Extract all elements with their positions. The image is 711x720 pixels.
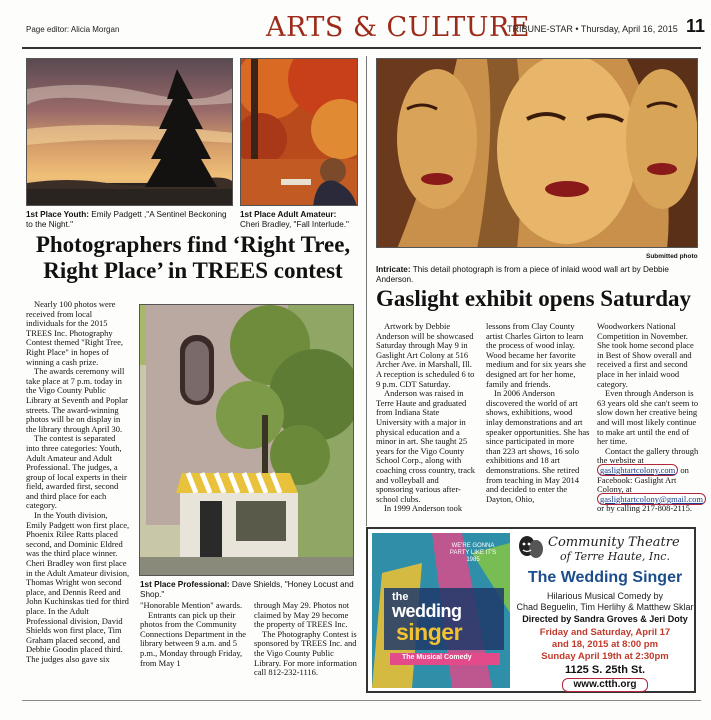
caption-inlaid: [376, 265, 698, 285]
story1-col3: [254, 601, 358, 678]
story2-col1: [376, 322, 476, 514]
caption-inlaid-label: Intricate:: [376, 265, 411, 274]
caption-professional: [140, 580, 355, 600]
caption-professional-text: Dave Shields, "Honey Locust and Shop.": [140, 580, 354, 599]
caption-amateur-label: 1st Place Adult Amateur:: [240, 210, 337, 219]
story2-paragraph: [597, 445, 703, 514]
story1-paragraph: "Honorable Mention" awards.: [140, 600, 243, 610]
header-rule: [22, 47, 701, 49]
story2-paragraph: In 1999 Anderson took: [384, 503, 463, 514]
show-title: The Wedding Singer: [527, 569, 683, 586]
story2-col3: [597, 321, 703, 514]
story1-col1: [26, 300, 130, 665]
page-number: 11: [686, 16, 706, 36]
show-tagline: Hilarious Musical Comedy by: [546, 591, 664, 601]
photo-professional-shop: [139, 304, 354, 576]
story1-paragraph: through May 29. Photos not claimed by May 29 become the property of TREES Inc.: [254, 600, 350, 630]
show-dates-2: and 18, 2015 at 8:00 pm: [551, 639, 659, 650]
show-authors: Chad Beguelin, Tim Herlihy & Matthew Sklar: [516, 602, 694, 612]
story2-paragraph: Anderson was raised in Terre Haute and graduated from Indiana State University with a major in physical education and a minor in art. She taught 25 years for the Vigo County School Corp., along with coaching cross country, track and volleyball and sponsoring various after-school clubs.: [376, 388, 476, 504]
contact-text: or by calling 217-808-2115.: [597, 503, 693, 514]
poster-subtitle: The Musical Comedy: [402, 654, 472, 661]
story1-paragraph: Nearly 100 photos were received from local individuals for the 2015 TREES Inc. Photography Contest themed "Right Tree, Right Place" in hopes of winning a cash prize.: [26, 299, 123, 367]
gallery-website-link[interactable]: gaslightartcolony.com: [597, 464, 678, 476]
poster-title-wedding: wedding: [392, 601, 462, 621]
wedding-singer-poster: [372, 533, 510, 688]
contact-text: Contact the gallery through the website at: [597, 445, 699, 466]
poster-title-singer: singer: [396, 619, 463, 645]
story1-headline: Photographers find ‘Right Tree, Right Place’ in TREES contest: [35, 232, 351, 283]
theatre-advertisement: [366, 527, 696, 693]
photo-youth-sunset-tree: [26, 58, 233, 206]
caption-youth: [26, 210, 233, 230]
theatre-website-link[interactable]: www.ctth.org: [562, 678, 648, 692]
poster-tagline: WE'RE GONNA PARTY LIKE IT'S 1985: [449, 543, 497, 563]
story2-col2: [486, 322, 590, 504]
story2-paragraph: In 2006 Anderson discovered the world of art shows, exhibitions, wood inlay demonstrations and art speaker opportunities. She has since participated in more than 223 art shows, 16 solo exhibitions and 18 art demonstrations. She retired from teaching in May 2014 and decided to enter the Dayton, Ohio,: [486, 388, 590, 504]
column-rule: [366, 56, 367, 526]
story1-paragraph: The awards ceremony will take place at 7 p.m. today in the Vigo County Public Library at Seventh and Poplar streets. The award-winning photos will be on display in the library through April 30.: [26, 366, 128, 434]
section-title: ARTS & CULTURE: [266, 12, 531, 43]
caption-amateur: [240, 210, 358, 230]
photo-credit: Submitted photo: [646, 253, 698, 260]
theatre-name: Community Theatre: [548, 535, 680, 550]
story2-paragraph: Artwork by Debbie Anderson will be showcased Saturday through May 9 in Gaslight Art Colony at 516 Archer Ave. in Marshall, Ill. A reception is scheduled 6 to 9 p.m. CDT Saturday.: [376, 321, 475, 389]
story2-paragraph: lessons from Clay County artist Charles Girton to learn the process of wood inlay. Wood became her favorite medium and for six years she designed art for her home, family and friends.: [486, 321, 586, 389]
show-dates-3: Sunday April 19th at 2:30pm: [541, 651, 669, 662]
story1-paragraph: The contest is separated into three categories: Youth, Adult Amateur and Adult Professional. The judges, a group of local experts in their field, awarded first, second and third place for each category.: [26, 433, 127, 511]
gallery-email-link[interactable]: gaslightartcolony@gmail.com: [597, 493, 706, 505]
caption-youth-label: 1st Place Youth:: [26, 210, 89, 219]
poster-title-the: the: [392, 591, 409, 603]
theatre-address: 1125 S. 25th St.: [564, 664, 646, 676]
caption-inlaid-text: This detail photograph is from a piece of inlaid wood wall art by Debbie Anderson.: [376, 265, 669, 284]
story1-col2: [140, 601, 246, 668]
dateline: TRIBUNE-STAR • Thursday, April 16, 2015: [507, 24, 678, 34]
photo-inlaid-wood-art: [376, 58, 698, 248]
show-dates-1: Friday and Saturday, April 17: [539, 627, 671, 638]
story2-headline: Gaslight exhibit opens Saturday: [376, 286, 692, 311]
theatre-name-sub: of Terre Haute, Inc.: [560, 550, 670, 563]
show-directors: Directed by Sandra Groves & Jeri Doty: [522, 614, 688, 624]
page-editor: Page editor: Alicia Morgan: [26, 25, 120, 34]
story1-paragraph: Entrants can pick up their photos from the Community Connections Department in the library between 9 a.m. and 5 p.m., Monday through Friday, from May 1: [140, 609, 246, 668]
theatre-masks-icon: [518, 535, 544, 561]
story1-paragraph: In the Youth division, Emily Padgett won first place, Phoenix Rilee Ratts placed second, and Dominic Eldred was the third place winner. Cheri Bradley won first place in the Adult Amateur division, Thomas Wright won second place, and Dennis Reed and John Kuchinskas tied for third place. In the Adult Professional division, David Shields won first place, Tim Graham placed second, and Debbie Goodin placed third. The judges also gave six: [26, 510, 130, 664]
story2-paragraph: Even through Anderson is 63 years old she can't seem to slow down her creative being and will most likely continue to make art until the end of her time.: [597, 388, 699, 447]
story1-paragraph: The Photography Contest is sponsored by TREES Inc. and the Vigo County Public Library. For more information call 812-232-1116.: [254, 628, 357, 678]
contact-text: on Facebook: Gaslight Art Colony, at: [597, 464, 689, 495]
caption-professional-label: 1st Place Professional:: [140, 580, 230, 589]
caption-amateur-text: Cheri Bradley, "Fall Interlude.": [240, 220, 349, 229]
caption-youth-text: Emily Padgett ,"A Sentinel Beckoning to the Night.": [26, 210, 227, 229]
story2-paragraph: Woodworkers National Competition in November. She took home second place in Best of Show overall and received a first and second place in her inlaid wood category.: [597, 321, 694, 389]
bottom-rule: [22, 700, 701, 701]
theatre-logo: [518, 533, 694, 565]
photo-amateur-autumn: [240, 58, 358, 206]
